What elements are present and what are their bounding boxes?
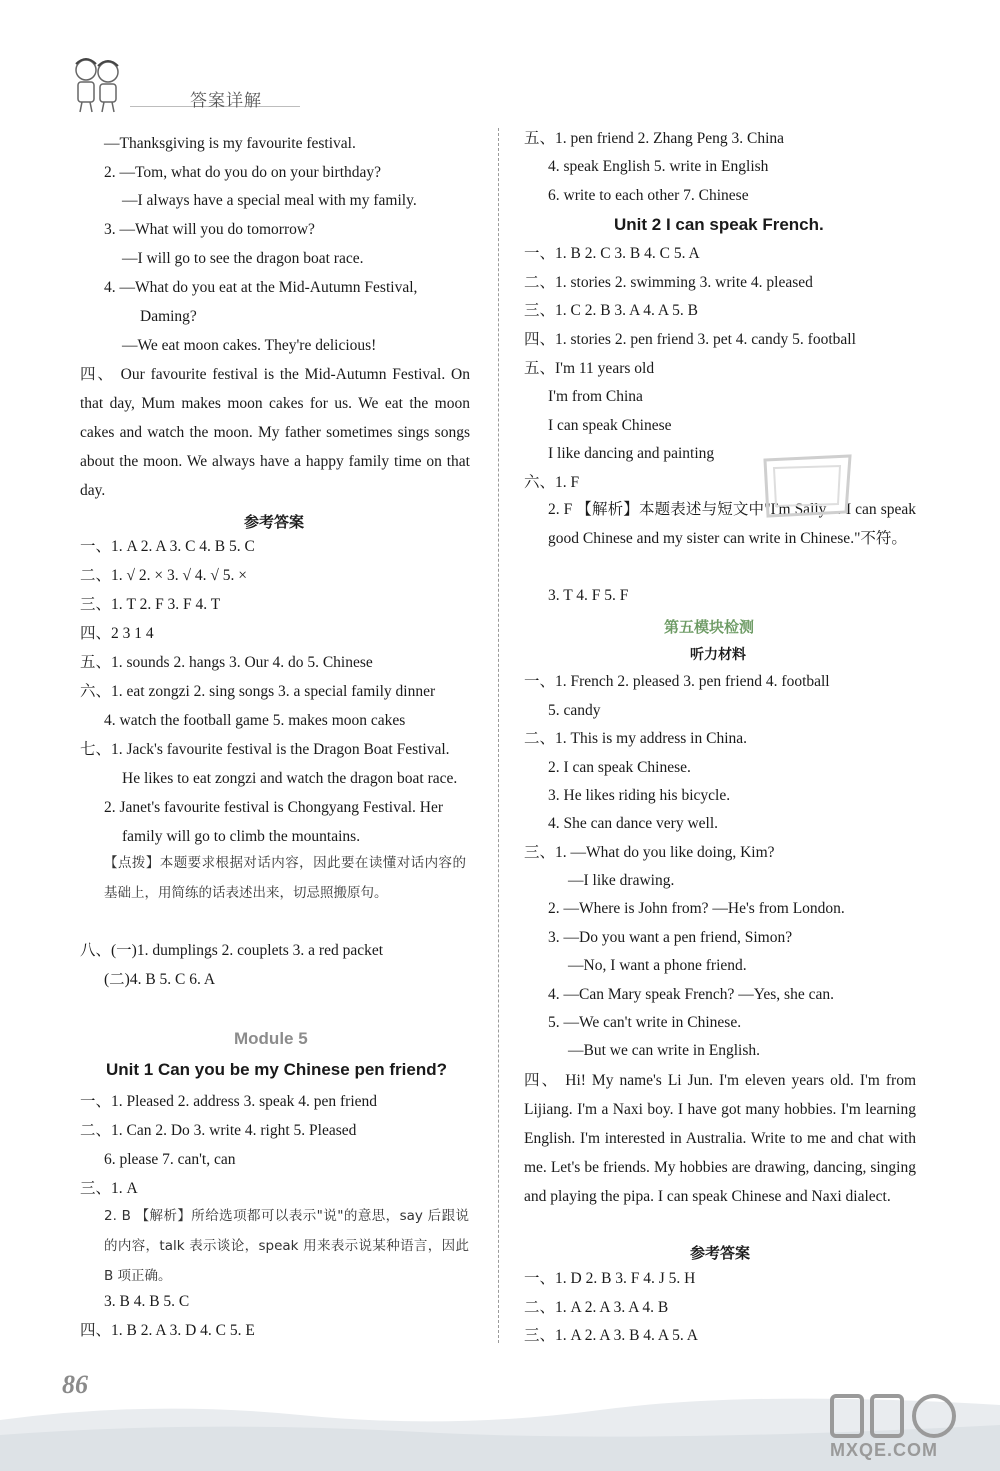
- module-test-title: 第五模块检测: [664, 618, 755, 636]
- listening-line: 一、1. French 2. pleased 3. pen friend 4. football: [524, 673, 830, 690]
- answer-line: 一、1. Pleased 2. address 3. speak 4. pen friend: [80, 1093, 378, 1110]
- answer-line: 三、1. A: [80, 1180, 138, 1197]
- page-header: [60, 48, 360, 118]
- header-title: 答案详解: [190, 91, 262, 111]
- answer-line: 6. please 7. can't, can: [104, 1151, 236, 1168]
- homework-stamp-icon: [760, 450, 855, 520]
- text-line: Daming?: [140, 308, 197, 325]
- answer-line: 六、1. F: [524, 474, 580, 491]
- text-line: —Thanksgiving is my favourite festival.: [104, 135, 356, 152]
- answer-line: 4. watch the football game 5. makes moon cakes: [104, 712, 406, 729]
- answer-line: I'm from China: [548, 388, 643, 405]
- answer-line: 3. B 4. B 5. C: [104, 1293, 190, 1310]
- answer-line: I can speak Chinese: [548, 417, 672, 434]
- answer-line: 三、1. T 2. F 3. F 4. T: [80, 596, 221, 613]
- answer-line: 6. write to each other 7. Chinese: [548, 187, 749, 204]
- text-line: —We eat moon cakes. They're delicious!: [122, 337, 377, 354]
- listening-line: 3. —Do you want a pen friend, Simon?: [548, 929, 793, 946]
- module-title: Module 5: [234, 1029, 308, 1048]
- answer-line: 4. speak English 5. write in English: [548, 158, 769, 175]
- page-number: 86: [62, 1370, 88, 1399]
- answer-line: family will go to climb the mountains.: [122, 828, 361, 845]
- passage-paragraph: 四、 Our favourite festival is the Mid-Autumn Festival. On that day, Mum makes moon cakes for us. We eat the moon cakes and watch the moon. My father sometimes sings songs about the moon. We always have a happy family time on that day.: [80, 366, 470, 499]
- answer-line: 三、1. A 2. A 3. B 4. A 5. A: [524, 1327, 698, 1344]
- listening-title: 听力材料: [690, 647, 746, 663]
- listening-line: 4. She can dance very well.: [548, 815, 719, 832]
- text-line: 2. —Tom, what do you do on your birthday?: [104, 164, 382, 181]
- answer-line: 3. T 4. F 5. F: [548, 587, 629, 604]
- passage-paragraph: 四、 Hi! My name's Li Jun. I'm eleven years old. I'm from Lijiang. I'm a Naxi boy. I have got many hobbies. I'm learning English. I'm interested in Australia. Write to me and chat with me. Let's be friends. My hobbies are drawing, dancing, singing and playing the pipa. I can speak Chinese and Naxi dialect.: [524, 1072, 916, 1205]
- analysis-note: 2. B 【解析】所给选项都可以表示"说"的意思，say 后跟说的内容，talk 表示谈论，speak 用来表示说某种语言，因此 B 项正确。: [104, 1208, 469, 1284]
- listening-line: 2. I can speak Chinese.: [548, 759, 691, 776]
- answer-line: 二、1. A 2. A 3. A 4. B: [524, 1299, 669, 1316]
- answer-line: He likes to eat zongzi and watch the dragon boat race.: [122, 770, 458, 787]
- tip-note: 【点拨】本题要求根据对话内容，因此要在读懂对话内容的基础上，用简练的话表述出来，切忌照搬原句。: [104, 855, 466, 901]
- listening-line: —No, I want a phone friend.: [568, 957, 747, 974]
- answer-line: 2. Janet's favourite festival is Chongyang Festival. Her: [104, 799, 443, 816]
- unit-title: Unit 1 Can you be my Chinese pen friend?: [106, 1060, 447, 1079]
- answer-line: 四、2 3 1 4: [80, 625, 154, 642]
- answer-line: 一、1. D 2. B 3. F 4. J 5. H: [524, 1270, 696, 1287]
- answer-line: (二)4. B 5. C 6. A: [104, 971, 216, 988]
- answer-line: I like dancing and painting: [548, 445, 715, 462]
- listening-line: 二、1. This is my address in China.: [524, 730, 748, 747]
- answer-line: 六、1. eat zongzi 2. sing songs 3. a special family dinner: [80, 683, 436, 700]
- analysis-note: 2. F 【解析】本题表述与短文中"I'm Sally… I can speak good Chinese and my sister can write in Chinese."不符。: [548, 501, 916, 547]
- listening-line: 5. —We can't write in Chinese.: [548, 1014, 742, 1031]
- answer-line: 三、1. C 2. B 3. A 4. A 5. B: [524, 302, 698, 319]
- text-line: —I always have a special meal with my family.: [122, 192, 417, 209]
- listening-line: —But we can write in English.: [568, 1042, 760, 1059]
- answer-line: 五、1. sounds 2. hangs 3. Our 4. do 5. Chinese: [80, 654, 373, 671]
- answer-line: 五、1. pen friend 2. Zhang Peng 3. China: [524, 130, 785, 147]
- answer-line: 二、1. stories 2. swimming 3. write 4. pleased: [524, 274, 813, 291]
- answers-title: 参考答案: [690, 1244, 751, 1262]
- text-line: 3. —What will you do tomorrow?: [104, 221, 315, 238]
- text-line: 4. —What do you eat at the Mid-Autumn Festival,: [104, 279, 418, 296]
- listening-line: 三、1. —What do you like doing, Kim?: [524, 844, 775, 861]
- answer-line: 四、1. stories 2. pen friend 3. pet 4. candy 5. football: [524, 331, 856, 348]
- answer-line: 七、1. Jack's favourite festival is the Dragon Boat Festival.: [80, 741, 450, 758]
- column-divider: [498, 128, 499, 1343]
- listening-line: —I like drawing.: [568, 872, 675, 889]
- listening-line: 2. —Where is John from? —He's from London.: [548, 900, 845, 917]
- answer-line: 五、I'm 11 years old: [524, 360, 655, 377]
- answer-line: 八、(一)1. dumplings 2. couplets 3. a red packet: [80, 942, 384, 959]
- answers-title: 参考答案: [244, 513, 305, 531]
- answer-line: 二、1. Can 2. Do 3. write 4. right 5. Pleased: [80, 1122, 357, 1139]
- listening-line: 3. He likes riding his bicycle.: [548, 787, 731, 804]
- answer-line: 四、1. B 2. A 3. D 4. C 5. E: [80, 1322, 255, 1339]
- listening-line: 4. —Can Mary speak French? —Yes, she can.: [548, 986, 834, 1003]
- unit-title: Unit 2 I can speak French.: [614, 215, 824, 234]
- watermark-text: MXQE.COM: [830, 1440, 939, 1460]
- text-line: —I will go to see the dragon boat race.: [122, 250, 364, 267]
- answer-line: 一、1. A 2. A 3. C 4. B 5. C: [80, 538, 255, 555]
- listening-line: 5. candy: [548, 702, 601, 719]
- kids-illustration-icon: [66, 52, 128, 114]
- answer-line: 二、1. √ 2. × 3. √ 4. √ 5. ×: [80, 567, 248, 584]
- answer-line: 一、1. B 2. C 3. B 4. C 5. A: [524, 245, 700, 262]
